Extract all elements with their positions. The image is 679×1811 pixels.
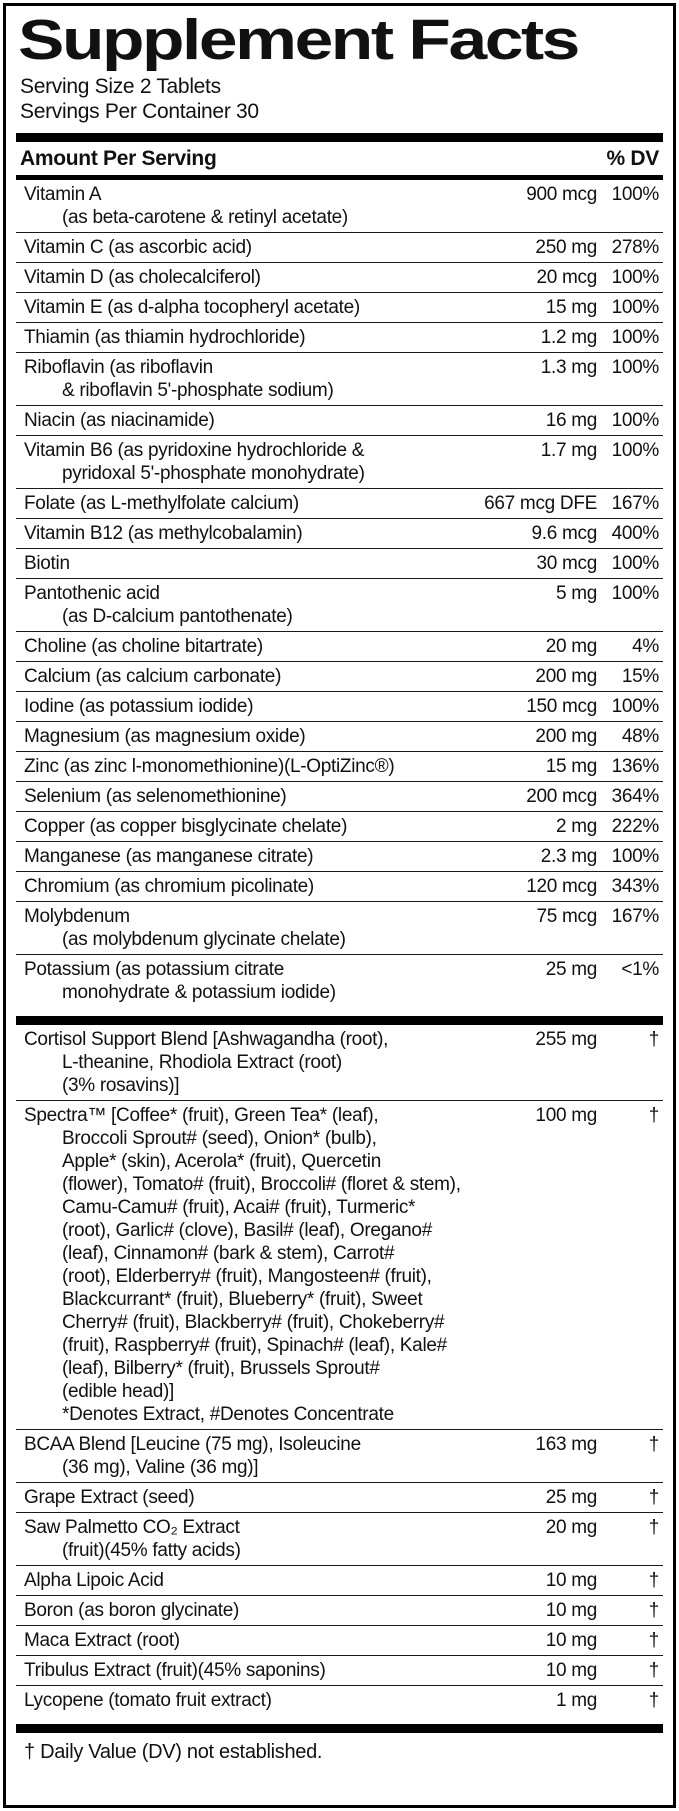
ingredient-dv: 100% — [611, 439, 659, 461]
ingredient-amount: 20 mcg — [536, 266, 597, 288]
ingredient-dv: 136% — [611, 755, 659, 777]
ingredient-continuation-line: Broccoli Sprout# (seed), Onion* (bulb), — [62, 1127, 377, 1149]
ingredient-name-continuation — [16, 1456, 663, 1479]
ingredient-row-main-line — [16, 845, 663, 868]
ingredient-amount: 667 mcg DFE — [484, 492, 597, 514]
ingredient-dv: 100% — [611, 695, 659, 717]
ingredient-dv: 100% — [611, 183, 659, 205]
ingredient-row — [16, 691, 663, 721]
ingredient-amount: 10 mg — [545, 1569, 597, 1591]
ingredient-name: Vitamin D (as cholecalciferol) — [24, 266, 261, 288]
ingredient-name: Thiamin (as thiamin hydrochloride) — [24, 326, 306, 348]
ingredient-dv: † — [648, 1629, 659, 1651]
ingredient-amount: 163 mg — [535, 1433, 597, 1455]
ingredient-name: Vitamin B12 (as methylcobalamin) — [24, 522, 303, 544]
footnote-divider-bar — [16, 1724, 663, 1733]
ingredient-name-continuation — [16, 379, 663, 402]
ingredient-row-main-line — [16, 266, 663, 289]
blends-section — [16, 1025, 663, 1715]
ingredient-amount: 15 mg — [545, 296, 597, 318]
ingredient-name: Calcium (as calcium carbonate) — [24, 665, 282, 687]
ingredient-continuation-line: & riboflavin 5'-phosphate sodium) — [62, 379, 334, 401]
ingredient-amount: 5 mg — [555, 582, 597, 604]
ingredient-name: Maca Extract (root) — [24, 1629, 180, 1651]
ingredient-continuation-line: (fruit), Raspberry# (fruit), Spinach# (leaf), Kale# — [62, 1334, 447, 1356]
ingredient-dv: † — [648, 1104, 659, 1126]
ingredient-amount: 900 mcg — [526, 183, 597, 205]
ingredient-name: Chromium (as chromium picolinate) — [24, 875, 314, 897]
ingredient-continuation-line: monohydrate & potassium iodide) — [62, 981, 336, 1003]
ingredient-continuation-line: Cherry# (fruit), Blackberry# (fruit), Chokeberry# — [62, 1311, 445, 1333]
ingredient-dv: 167% — [611, 492, 659, 514]
ingredient-dv: 100% — [611, 356, 659, 378]
ingredient-row-main-line — [16, 1659, 663, 1682]
ingredient-name: Folate (as L-methylfolate calcium) — [24, 492, 299, 514]
ingredient-row-main-line — [16, 439, 663, 462]
ingredient-row — [16, 871, 663, 901]
ingredient-row — [16, 1655, 663, 1685]
ingredient-name-continuation — [16, 1127, 663, 1426]
ingredient-name: Vitamin E (as d-alpha tocopheryl acetate) — [24, 296, 360, 318]
ingredient-continuation-line: (fruit)(45% fatty acids) — [62, 1539, 241, 1561]
ingredient-row — [16, 1100, 663, 1429]
ingredient-amount: 150 mcg — [526, 695, 597, 717]
ingredient-dv: † — [648, 1659, 659, 1681]
ingredient-continuation-line: (3% rosavins)] — [62, 1074, 180, 1096]
ingredient-row-main-line — [16, 875, 663, 898]
servings-per-container-text: Servings Per Container 30 — [20, 100, 259, 123]
ingredient-dv: † — [648, 1599, 659, 1621]
ingredient-row-main-line — [16, 492, 663, 515]
ingredient-dv: 15% — [621, 665, 659, 687]
ingredient-dv: 278% — [611, 236, 659, 258]
ingredient-name: Biotin — [24, 552, 70, 574]
ingredient-continuation-line: *Denotes Extract, #Denotes Concentrate — [62, 1403, 394, 1425]
ingredient-dv: 343% — [611, 875, 659, 897]
ingredient-dv: 222% — [611, 815, 659, 837]
ingredient-continuation-line: (leaf), Bilberry* (fruit), Brussels Sprout# — [62, 1357, 380, 1379]
ingredient-dv: † — [648, 1433, 659, 1455]
percent-dv-header: % DV — [606, 147, 659, 170]
ingredient-name-continuation — [16, 206, 663, 229]
ingredient-amount: 75 mcg — [536, 905, 597, 927]
ingredient-amount: 200 mcg — [526, 785, 597, 807]
blends-section-divider-bar — [16, 1016, 663, 1025]
ingredient-row-main-line — [16, 183, 663, 206]
ingredient-row-main-line — [16, 1516, 663, 1539]
ingredient-name: Magnesium (as magnesium oxide) — [24, 725, 306, 747]
ingredient-amount: 250 mg — [535, 236, 597, 258]
ingredient-row-main-line — [16, 1599, 663, 1622]
ingredient-amount: 2.3 mg — [540, 845, 597, 867]
ingredient-row — [16, 405, 663, 435]
ingredient-row-main-line — [16, 635, 663, 658]
ingredient-continuation-line: (root), Garlic# (clove), Basil# (leaf), Oregano# — [62, 1219, 432, 1241]
ingredient-name: Potassium (as potassium citrate — [24, 958, 284, 980]
ingredient-row — [16, 721, 663, 751]
ingredient-dv: 100% — [611, 582, 659, 604]
ingredient-name: Spectra™ [Coffee* (fruit), Green Tea* (leaf), — [24, 1104, 379, 1126]
ingredient-name-continuation — [16, 928, 663, 951]
ingredient-continuation-line: (as beta-carotene & retinyl acetate) — [62, 206, 348, 228]
ingredient-row-main-line — [16, 695, 663, 718]
ingredient-row — [16, 352, 663, 405]
ingredient-amount: 1.3 mg — [540, 356, 597, 378]
ingredient-continuation-line: L-theanine, Rhodiola Extract (root) — [62, 1051, 342, 1073]
ingredient-name-continuation — [16, 981, 663, 1004]
ingredient-amount: 20 mg — [545, 1516, 597, 1538]
ingredient-row-main-line — [16, 1028, 663, 1051]
ingredient-amount: 20 mg — [545, 635, 597, 657]
ingredient-row-main-line — [16, 296, 663, 319]
ingredient-row-main-line — [16, 552, 663, 575]
top-section-divider-bar — [16, 133, 663, 142]
ingredient-row-main-line — [16, 1104, 663, 1127]
ingredient-row — [16, 1625, 663, 1655]
ingredient-row — [16, 811, 663, 841]
ingredient-row — [16, 751, 663, 781]
ingredient-row — [16, 1025, 663, 1100]
ingredient-row — [16, 901, 663, 954]
ingredient-row — [16, 954, 663, 1007]
ingredient-row-main-line — [16, 1433, 663, 1456]
ingredient-continuation-line: (edible head)] — [62, 1380, 174, 1402]
ingredient-continuation-line: (root), Elderberry# (fruit), Mangosteen# (fruit), — [62, 1265, 432, 1287]
ingredient-row — [16, 322, 663, 352]
ingredient-row — [16, 292, 663, 322]
ingredient-name: Alpha Lipoic Acid — [24, 1569, 164, 1591]
ingredient-dv: † — [648, 1516, 659, 1538]
ingredient-row — [16, 661, 663, 691]
ingredient-row-main-line — [16, 356, 663, 379]
ingredient-dv: † — [648, 1486, 659, 1508]
ingredient-row-main-line — [16, 1629, 663, 1652]
ingredient-row-main-line — [16, 326, 663, 349]
ingredient-name: Pantothenic acid — [24, 582, 160, 604]
ingredient-amount: 1 mg — [555, 1689, 597, 1711]
ingredient-amount: 200 mg — [535, 665, 597, 687]
ingredient-name: Boron (as boron glycinate) — [24, 1599, 240, 1621]
serving-size-text: Serving Size 2 Tablets — [20, 75, 221, 98]
ingredient-dv: 100% — [611, 552, 659, 574]
ingredient-dv: 400% — [611, 522, 659, 544]
ingredient-row — [16, 1482, 663, 1512]
ingredient-row — [16, 578, 663, 631]
ingredient-name: Cortisol Support Blend [Ashwagandha (root), — [24, 1028, 389, 1050]
ingredient-amount: 255 mg — [535, 1028, 597, 1050]
ingredient-row — [16, 180, 663, 232]
ingredient-continuation-line: (as molybdenum glycinate chelate) — [62, 928, 346, 950]
ingredient-continuation-line: (flower), Tomato# (fruit), Broccoli# (floret & stem), — [62, 1173, 461, 1195]
ingredient-name: Zinc (as zinc l-monomethionine)(L-OptiZinc®) — [24, 755, 395, 777]
ingredient-row — [16, 631, 663, 661]
ingredient-name: Vitamin A — [24, 183, 102, 205]
supplement-facts-panel — [3, 3, 676, 1808]
ingredient-dv: † — [648, 1689, 659, 1711]
ingredient-dv: 364% — [611, 785, 659, 807]
ingredient-row — [16, 1685, 663, 1715]
ingredient-row-main-line — [16, 905, 663, 928]
ingredient-name: Saw Palmetto CO₂ Extract — [24, 1516, 240, 1538]
ingredient-row — [16, 548, 663, 578]
ingredient-amount: 1.7 mg — [540, 439, 597, 461]
ingredient-amount: 120 mcg — [526, 875, 597, 897]
ingredient-name-continuation — [16, 462, 663, 485]
ingredient-name: Grape Extract (seed) — [24, 1486, 195, 1508]
ingredient-row-main-line — [16, 665, 663, 688]
ingredient-continuation-line: Apple* (skin), Acerola* (fruit), Quercetin — [62, 1150, 381, 1172]
ingredient-amount: 10 mg — [545, 1599, 597, 1621]
ingredient-amount: 2 mg — [555, 815, 597, 837]
column-header-row — [16, 142, 663, 175]
ingredient-row-main-line — [16, 958, 663, 981]
ingredient-row-main-line — [16, 755, 663, 778]
ingredient-amount: 10 mg — [545, 1659, 597, 1681]
ingredient-row-main-line — [16, 1689, 663, 1712]
ingredient-row — [16, 841, 663, 871]
ingredient-dv: † — [648, 1028, 659, 1050]
ingredient-name: Selenium (as selenomethionine) — [24, 785, 287, 807]
ingredient-name-continuation — [16, 1051, 663, 1097]
ingredient-name: Copper (as copper bisglycinate chelate) — [24, 815, 348, 837]
panel-title: Supplement Facts — [18, 8, 578, 72]
ingredient-row — [16, 262, 663, 292]
amount-per-serving-header: Amount Per Serving — [20, 147, 217, 170]
ingredient-name: Riboflavin (as riboflavin — [24, 356, 213, 378]
ingredient-continuation-line: pyridoxal 5'-phosphate monohydrate) — [62, 462, 365, 484]
ingredient-continuation-line: Blackcurrant* (fruit), Blueberry* (fruit), Sweet — [62, 1288, 423, 1310]
ingredient-name: Molybdenum — [24, 905, 130, 927]
ingredient-amount: 15 mg — [545, 755, 597, 777]
ingredient-row-main-line — [16, 409, 663, 432]
ingredient-row — [16, 232, 663, 262]
ingredient-row — [16, 435, 663, 488]
ingredient-continuation-line: (leaf), Cinnamon# (bark & stem), Carrot# — [62, 1242, 395, 1264]
ingredient-row — [16, 1512, 663, 1565]
ingredient-row-main-line — [16, 236, 663, 259]
ingredient-row — [16, 1595, 663, 1625]
ingredient-row — [16, 488, 663, 518]
ingredient-row-main-line — [16, 725, 663, 748]
ingredient-amount: 25 mg — [545, 1486, 597, 1508]
ingredient-row-main-line — [16, 785, 663, 808]
ingredient-name: Lycopene (tomato fruit extract) — [24, 1689, 272, 1711]
ingredient-dv: 100% — [611, 845, 659, 867]
ingredient-name-continuation — [16, 1539, 663, 1562]
ingredient-amount: 10 mg — [545, 1629, 597, 1651]
ingredient-row-main-line — [16, 1486, 663, 1509]
ingredient-row-main-line — [16, 815, 663, 838]
ingredient-name: Vitamin C (as ascorbic acid) — [24, 236, 252, 258]
ingredient-row — [16, 518, 663, 548]
ingredient-dv: 100% — [611, 296, 659, 318]
ingredient-dv: † — [648, 1569, 659, 1591]
ingredient-name: Tribulus Extract (fruit)(45% saponins) — [24, 1659, 326, 1681]
ingredient-row — [16, 1565, 663, 1595]
ingredient-amount: 1.2 mg — [540, 326, 597, 348]
ingredient-amount: 200 mg — [535, 725, 597, 747]
ingredient-amount: 30 mcg — [536, 552, 597, 574]
ingredient-continuation-line: (36 mg), Valine (36 mg)] — [62, 1456, 259, 1478]
ingredient-name: Niacin (as niacinamide) — [24, 409, 215, 431]
ingredient-row-main-line — [16, 582, 663, 605]
ingredient-amount: 100 mg — [535, 1104, 597, 1126]
nutrients-section — [16, 180, 663, 1007]
ingredient-row-main-line — [16, 522, 663, 545]
ingredient-dv: <1% — [621, 958, 659, 980]
ingredient-row-main-line — [16, 1569, 663, 1592]
ingredient-dv: 4% — [632, 635, 659, 657]
ingredient-row — [16, 1429, 663, 1482]
ingredient-amount: 25 mg — [545, 958, 597, 980]
ingredient-name: Manganese (as manganese citrate) — [24, 845, 314, 867]
ingredient-amount: 9.6 mcg — [531, 522, 597, 544]
ingredient-amount: 16 mg — [545, 409, 597, 431]
ingredient-name: Iodine (as potassium iodide) — [24, 695, 254, 717]
ingredient-dv: 100% — [611, 326, 659, 348]
ingredient-continuation-line: Camu-Camu# (fruit), Acai# (fruit), Turmeric* — [62, 1196, 416, 1218]
ingredient-dv: 100% — [611, 409, 659, 431]
ingredient-name-continuation — [16, 605, 663, 628]
ingredient-continuation-line: (as D-calcium pantothenate) — [62, 605, 293, 627]
ingredient-row — [16, 781, 663, 811]
ingredient-name: Vitamin B6 (as pyridoxine hydrochloride & — [24, 439, 365, 461]
daily-value-footnote: † Daily Value (DV) not established. — [24, 1741, 323, 1763]
ingredient-name: Choline (as choline bitartrate) — [24, 635, 263, 657]
ingredient-dv: 48% — [621, 725, 659, 747]
ingredient-name: BCAA Blend [Leucine (75 mg), Isoleucine — [24, 1433, 361, 1455]
ingredient-dv: 167% — [611, 905, 659, 927]
ingredient-dv: 100% — [611, 266, 659, 288]
